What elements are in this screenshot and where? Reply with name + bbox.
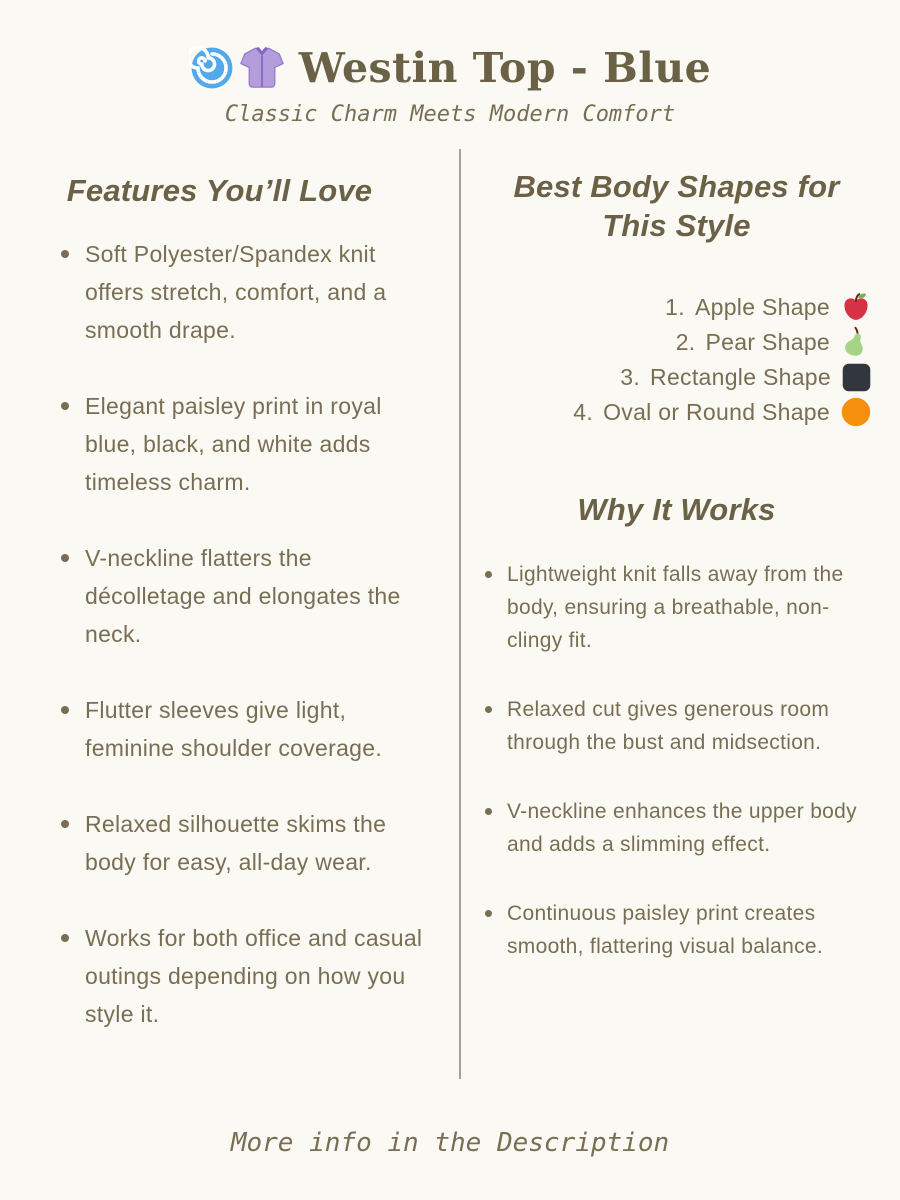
list-item	[55, 235, 429, 349]
feature-text: Elegant paisley print in royal blue, black, and white adds timeless charm.	[85, 393, 382, 495]
shape-label: Oval or Round Shape	[603, 398, 830, 425]
black-square-icon	[841, 362, 872, 393]
shape-number: 1.	[665, 293, 685, 320]
list-item	[55, 387, 429, 501]
feature-text: Works for both office and casual outings depending on how you style it.	[85, 925, 423, 1027]
body-shapes-heading: Best Body Shapes for This Style	[513, 169, 840, 244]
list-item	[481, 325, 872, 360]
list-item	[55, 919, 429, 1033]
list-item	[481, 558, 872, 657]
shape-number: 3.	[620, 363, 641, 390]
list-item	[55, 539, 429, 653]
list-item	[481, 897, 872, 963]
list-item	[481, 395, 872, 430]
title-icons	[189, 45, 285, 91]
list-item	[55, 805, 429, 881]
feature-text: Soft Polyester/Spandex knit offers stretch, comfort, and a smooth drape.	[85, 241, 387, 343]
header	[0, 0, 900, 127]
features-column	[0, 149, 459, 1079]
apple-icon	[840, 291, 872, 323]
shape-number: 4.	[573, 398, 594, 425]
cyclone-icon	[189, 45, 235, 91]
shape-label: Apple Shape	[694, 293, 830, 320]
page-title: Westin Top - Blue	[298, 44, 712, 92]
shape-number: 2.	[675, 328, 696, 355]
list-item	[481, 360, 872, 395]
page-subtitle: Classic Charm Meets Modern Comfort	[224, 102, 676, 127]
why-it-works-heading: Why It Works	[577, 491, 776, 527]
feature-text: Relaxed silhouette skims the body for easy, all-day wear.	[85, 811, 387, 875]
why-text: Continuous paisley print creates smooth, flattering visual balance.	[507, 901, 824, 958]
feature-text: V-neckline flatters the décolletage and elongates the neck.	[85, 545, 401, 647]
orange-circle-icon	[840, 396, 872, 428]
features-list	[55, 235, 429, 1033]
feature-text: Flutter sleeves give light, feminine shoulder coverage.	[85, 697, 383, 761]
body-shapes-column	[461, 149, 900, 1079]
why-text: V-neckline enhances the upper body and adds a slimming effect.	[507, 799, 857, 856]
shape-label: Pear Shape	[705, 328, 830, 355]
shape-label: Rectangle Shape	[650, 363, 831, 390]
why-text: Lightweight knit falls away from the body, ensuring a breathable, non-clingy fit.	[507, 562, 844, 652]
list-item	[481, 795, 872, 861]
blouse-icon	[239, 45, 285, 91]
title-row	[0, 44, 900, 92]
list-item	[481, 693, 872, 759]
content-columns	[0, 149, 900, 1079]
why-text: Relaxed cut gives generous room through the bust and midsection.	[507, 697, 830, 754]
list-item	[481, 290, 872, 325]
pear-icon	[840, 326, 872, 358]
why-it-works-list	[481, 558, 872, 963]
list-item	[55, 691, 429, 767]
body-shapes-list	[481, 290, 872, 430]
footer-note: More info in the Description	[230, 1128, 670, 1158]
features-heading: Features You’ll Love	[66, 173, 373, 208]
